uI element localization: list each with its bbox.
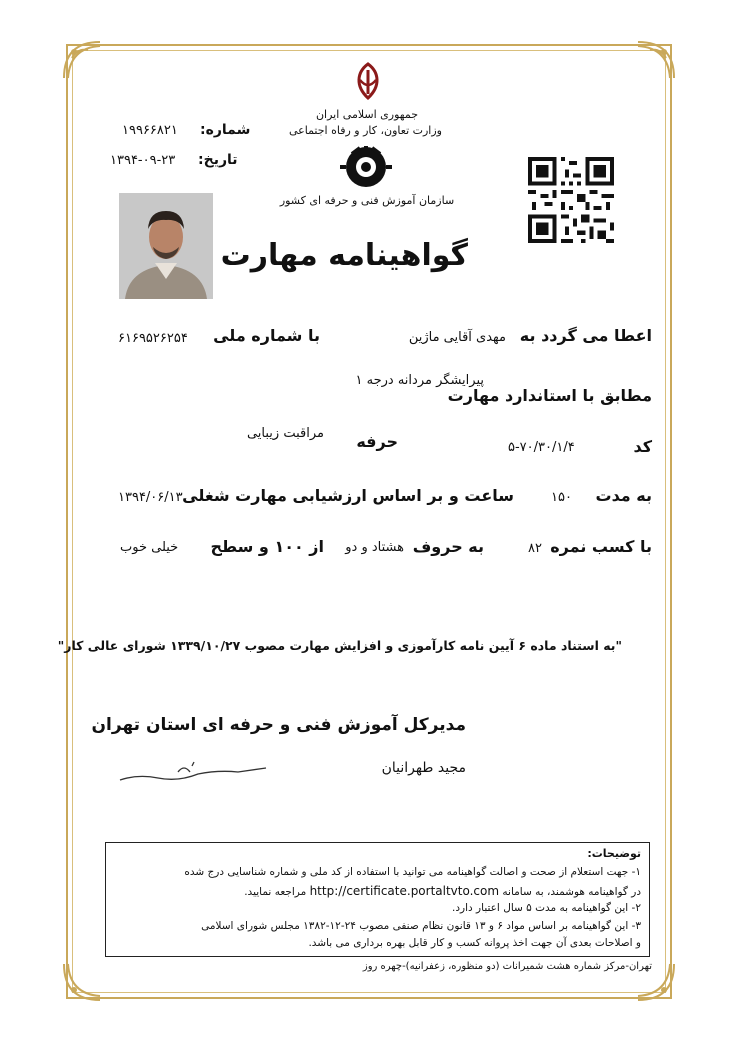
national-id-value: ۶۱۶۹۵۲۶۲۵۴	[118, 331, 188, 346]
note-1-text-b: مراجعه نمایید.	[244, 886, 307, 898]
corner-ornament-bottom-left	[60, 958, 106, 1004]
serial-number-value: ۱۹۹۶۶۸۲۱	[122, 123, 178, 138]
standard-value: پیرایشگر مردانه درجه ۱	[355, 373, 484, 388]
signatory-name: مجید طهرانیان	[381, 760, 466, 776]
assessment-label: ساعت و بر اساس ارزشیابی مهارت شغلی	[182, 486, 514, 505]
note-1-continued	[244, 884, 641, 898]
level-value: خیلی خوب	[120, 540, 179, 555]
in-letters-label: به حروف	[412, 537, 484, 556]
notes-heading: توضیحات:	[587, 847, 641, 860]
holder-photo	[119, 193, 213, 299]
notes-box	[105, 842, 650, 957]
serial-number-label: شماره:	[200, 122, 251, 138]
tvto-logo-icon	[338, 144, 394, 190]
profession-label: حرفه	[356, 432, 398, 451]
note-2: ۲- این گواهینامه به مدت ۵ سال اعتبار دارد.	[452, 902, 641, 914]
signatory-position: مدیرکل آموزش فنی و حرفه ای استان تهران	[91, 715, 466, 735]
ministry-heading: وزارت تعاون، کار و رفاه اجتماعی	[288, 124, 442, 137]
issue-date-label: تاریخ:	[198, 152, 238, 168]
code-label: کد	[633, 437, 652, 456]
iran-emblem-icon	[347, 60, 389, 102]
note-3-continued: و اصلاحات بعدی آن جهت اخذ پروانه کسب و کار قابل بهره برداری می باشد.	[308, 937, 641, 949]
note-1: ۱- جهت استعلام از صحت و اصالت گواهینامه می توانید با استفاده از کد ملی و شماره شناسایی درج شده	[184, 866, 641, 878]
score-value: ۸۲	[528, 541, 542, 556]
standard-label: مطابق با استاندارد مهارت	[447, 386, 652, 405]
score-in-letters: هشتاد و دو	[345, 540, 404, 555]
certificate-title: گواهینامه مهارت	[220, 238, 468, 273]
code-value: ۵-۷۰/۳۰/۱/۴	[508, 440, 575, 455]
duration-label: به مدت	[595, 486, 652, 505]
issuing-center-footer: تهران-مرکز شماره هشت شمیرانات (دو منظوره، زعفرانیه)-چهره روز	[362, 961, 652, 972]
national-id-label: با شماره ملی	[213, 326, 320, 345]
qr-code	[528, 157, 614, 243]
note-3: ۳- این گواهینامه بر اساس مواد ۶ و ۱۳ قانون نظام صنفی مصوب ۲۴-۱۲-۱۳۸۲ مجلس شورای اسلامی	[201, 920, 641, 932]
assessment-date: ۱۳۹۴/۰۶/۱۳	[118, 490, 183, 505]
issue-date-value: ۱۳۹۴-۰۹-۲۳	[110, 153, 176, 168]
verification-url-link[interactable]: http://certificate.portaltvto.com	[309, 884, 500, 898]
legal-basis-statement: "به استناد ماده ۶ آیین نامه کارآموزی و افزایش مهارت مصوب ۱۳۳۹/۱۰/۲۷ شورای عالی کار"	[57, 638, 622, 653]
duration-value: ۱۵۰	[551, 490, 572, 505]
note-1-text-a: در گواهینامه هوشمند، به سامانه	[502, 886, 641, 898]
handwritten-signature	[118, 760, 268, 786]
corner-ornament-top-right	[632, 38, 678, 84]
corner-ornament-top-left	[60, 38, 106, 84]
granted-to-label: اعطا می گردد به	[519, 326, 652, 345]
organization-heading: سازمان آموزش فنی و حرفه ای کشور	[279, 194, 455, 207]
republic-heading: جمهوری اسلامی ایران	[315, 108, 418, 121]
recipient-name: مهدی آقایی ماژین	[408, 330, 506, 345]
score-label: با کسب نمره	[550, 537, 652, 556]
out-of-and-level-label: از ۱۰۰ و سطح	[210, 537, 324, 556]
profession-value: مراقبت زیبایی	[246, 426, 324, 441]
